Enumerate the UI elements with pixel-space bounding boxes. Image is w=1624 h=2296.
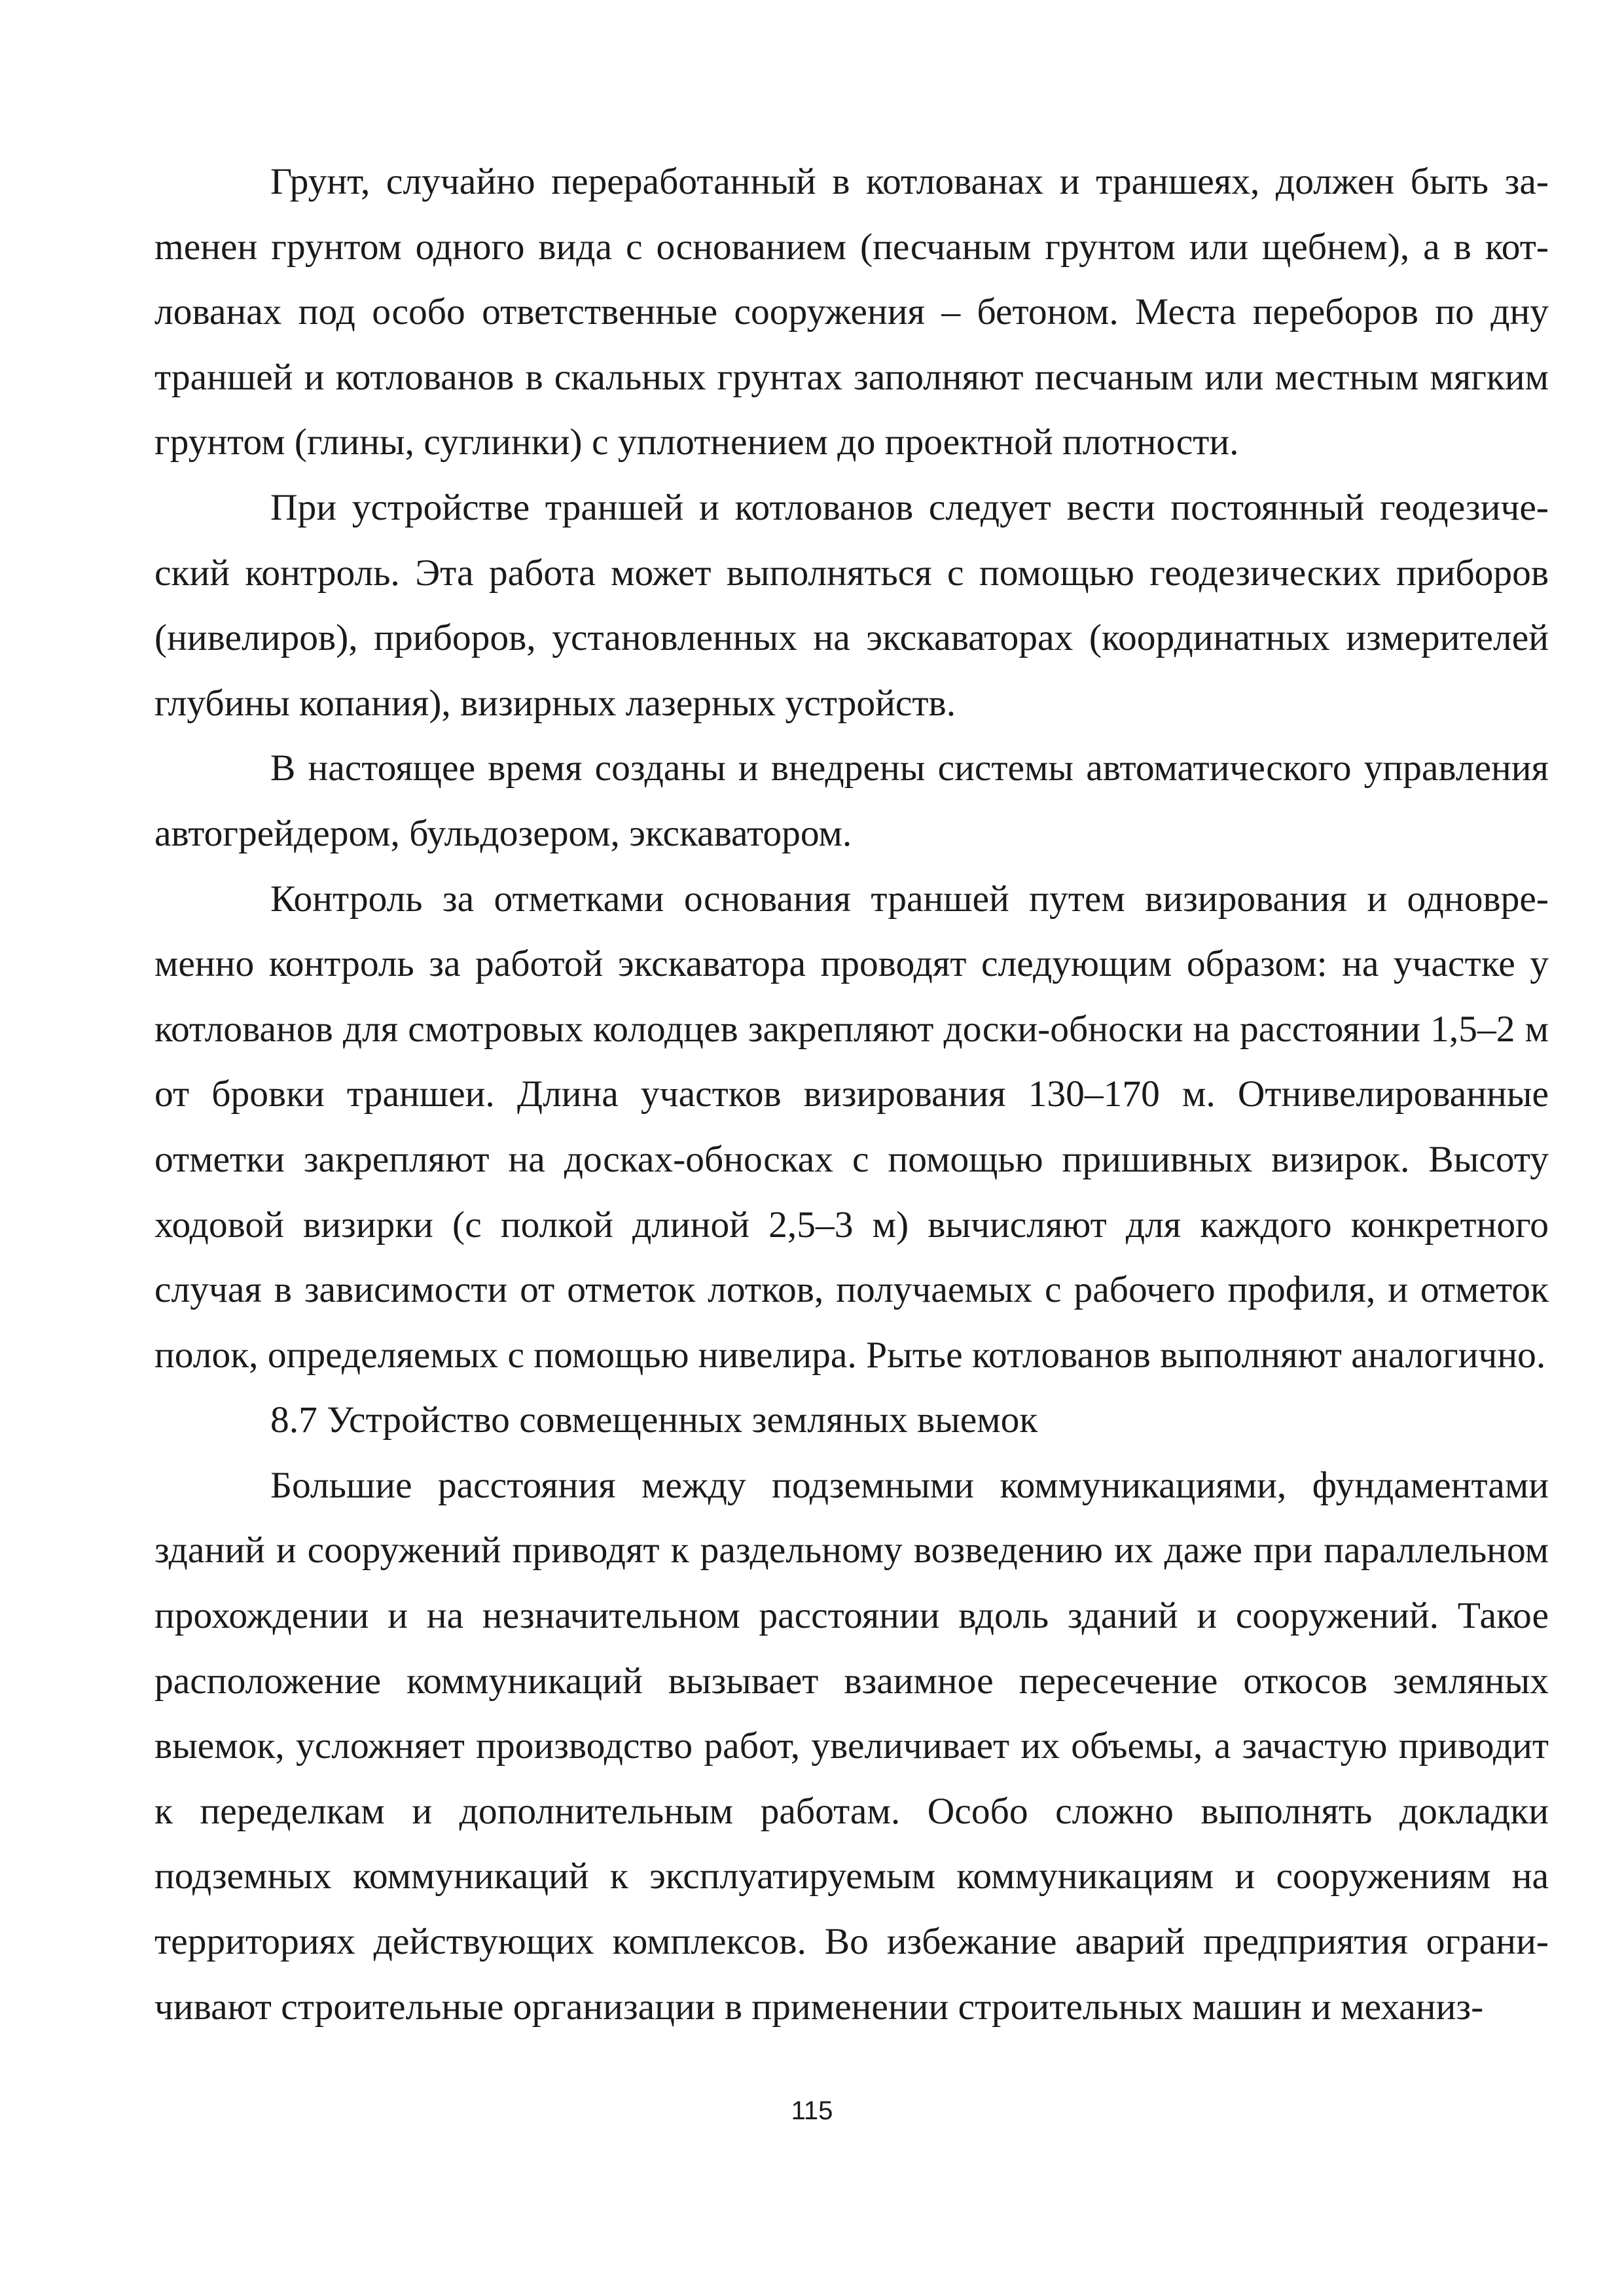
paragraph-sighting-control: Контроль за отметками основания траншей путем визирования и одновременно контроль за работой экскаватора проводят следующим образом: на участке у котлованов для смотровых колодцев закрепляют доски-обноски на расстоянии 1,5–2 м от бровки траншеи. Длина участков визирования 130–170 м. Отнивелированные отметки закрепляют на досках-обносках с помощью пришивных визирок. Высоту ходовой визирки (с полкой длиной 2,5–3 м) вычисляют для каждого конкретного случая в зависимости от отметок лотков, получаемых с рабочего профиля, и отметок полок, определяемых с помощью нивелира. Рытье котлованов выполняют аналогично.: [154, 878, 1549, 1376]
page-number: 115: [791, 2096, 833, 2125]
paragraph-geodetic-control: При устройстве траншей и котлованов следует вести постоянный геодезический контроль. Эта работа может выполняться с помощью геодезических приборов (нивелиров), приборов, установленных на экскаваторах (координатных измерителей глубины копания), визирных лазерных устройств.: [154, 486, 1549, 724]
section-heading: 8.7 Устройство совмещенных земляных выемок: [270, 1399, 1038, 1441]
paragraph-combined-excavations: Большие расстояния между подземными коммуникациями, фундаментами зданий и сооружений приводят к раздельному возведению их даже при параллельном прохождении и на незначительном расстоянии вдоль зданий и сооружений. Такое расположение коммуникаций вызывает взаимное пересечение откосов земляных выемок, усложняет производство работ, увеличивает их объемы, а зачастую приводит к переделкам и дополнительным работам. Особо сложно выполнять докладки подземных коммуникаций к эксплуатируемым коммуникациям и сооружениям на территориях действующих комплексов. Во избежание аварий предприятия ограничивают строительные организации в применении строительных машин и механиз-: [154, 1464, 1549, 2028]
paragraph-soil-replacement: Грунт, случайно переработанный в котлованах и траншеях, должен быть заmенен грунтом одного вида с основанием (песчаным грунтом или щебнем), а в котлованах под особо ответственные сооружения – бетоном. Места переборов по дну траншей и котлованов в скальных грунтах заполняют песчаным или местным мягким грунтом (глины, суглинки) с уплотнением до проектной плотности.: [154, 161, 1549, 463]
paragraph-automatic-control: В настоящее время созданы и внедрены системы автоматического управления автогрейдером, бульдозером, экскаватором.: [154, 747, 1549, 854]
body-text: [154, 149, 1549, 2039]
